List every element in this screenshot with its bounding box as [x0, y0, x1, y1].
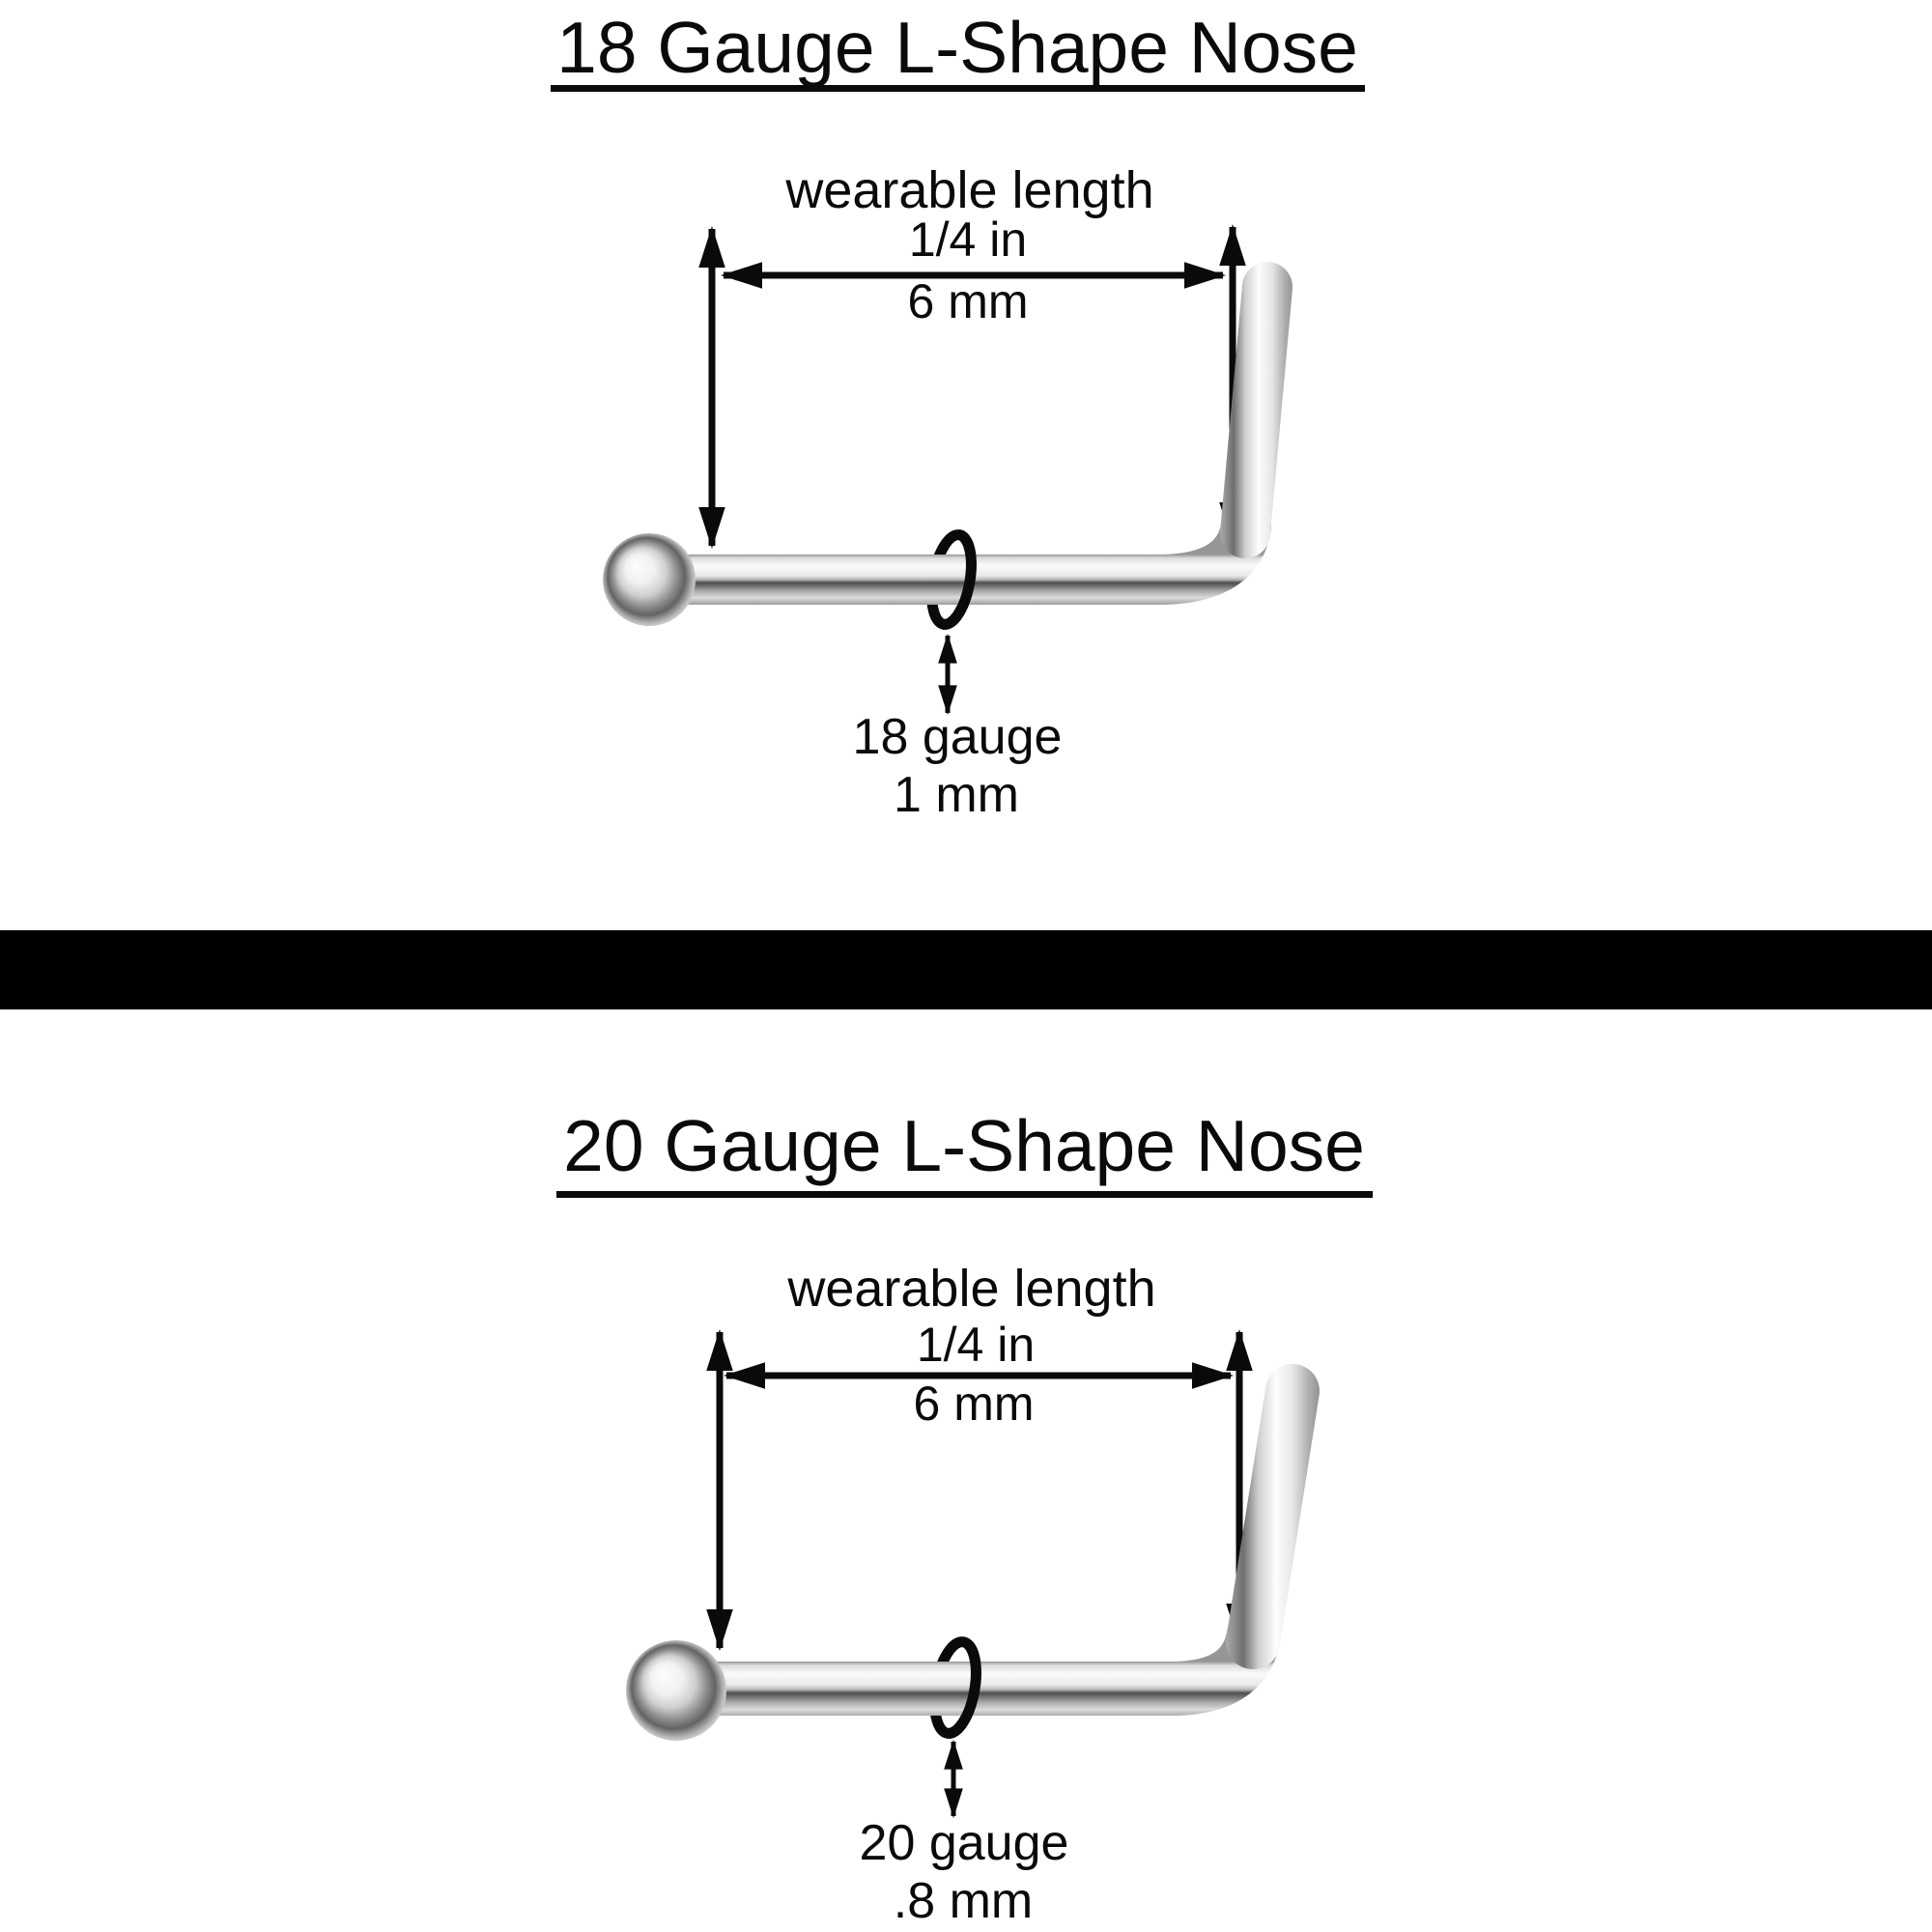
gauge-size-label: 1 mm	[894, 767, 1019, 823]
section-title: 20 Gauge L-Shape Nose	[563, 1105, 1365, 1186]
imperial-value: 1/4 in	[908, 213, 1028, 267]
metric-value: 6 mm	[907, 274, 1029, 328]
stud-ball-end-top	[603, 533, 696, 626]
title-underline-bottom	[556, 1191, 1373, 1198]
divider-bar	[0, 930, 1932, 1009]
stud-ball-end-bottom	[626, 1640, 726, 1741]
section-title: 18 Gauge L-Shape Nose	[556, 7, 1358, 88]
metric-value: 6 mm	[913, 1377, 1035, 1431]
stud-l-arm-top	[1245, 287, 1267, 533]
wearable-length-label: wearable length	[785, 161, 1154, 219]
gauge-size-label: .8 mm	[893, 1873, 1034, 1929]
gauge-label: 18 gauge	[852, 709, 1063, 765]
stud-l-arm-bottom	[1253, 1391, 1293, 1642]
nose-stud-18g	[603, 287, 1267, 628]
imperial-value: 1/4 in	[916, 1318, 1036, 1372]
wearable-length-label: wearable length	[787, 1260, 1156, 1318]
nose-stud-20g	[626, 1391, 1293, 1741]
gauge-label: 20 gauge	[859, 1815, 1069, 1871]
